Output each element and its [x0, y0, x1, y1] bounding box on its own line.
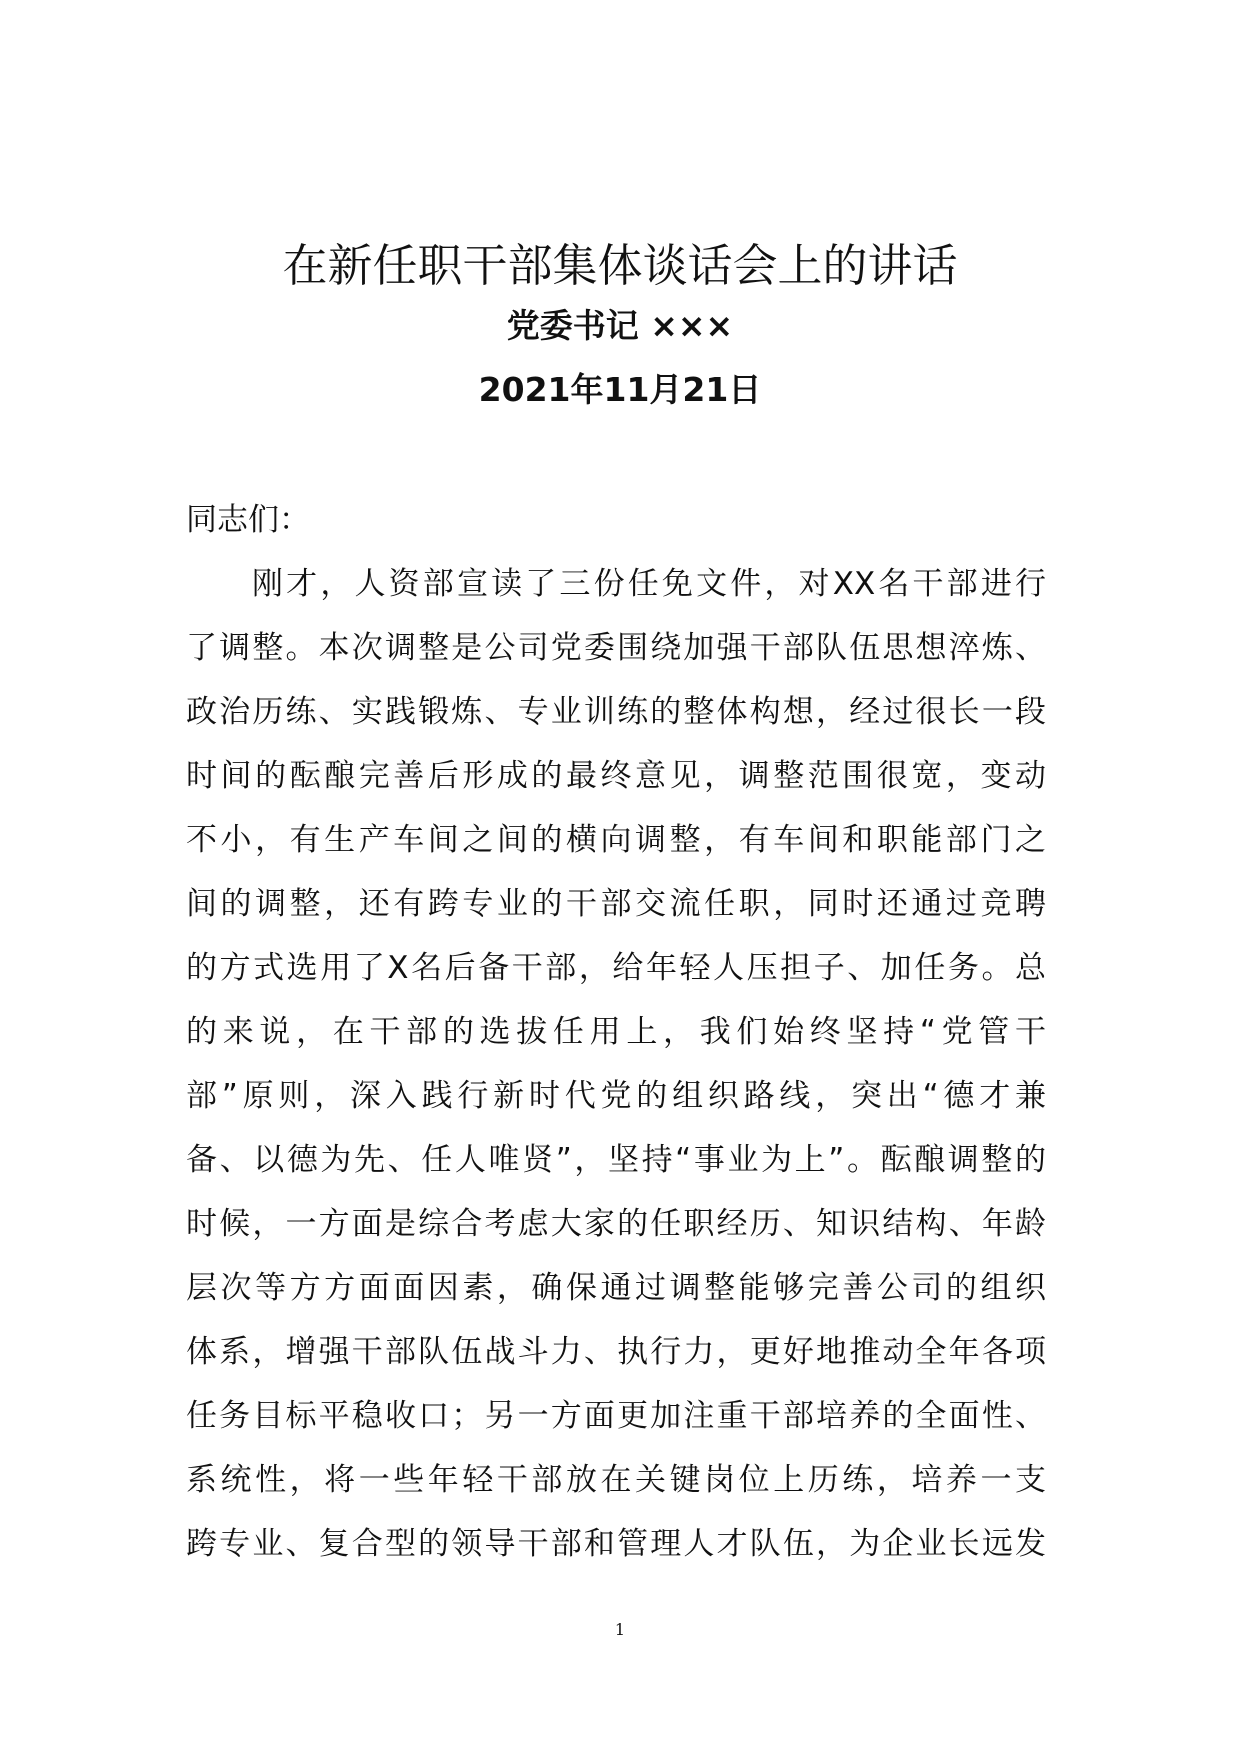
paragraph-line: 了调整。本次调整是公司党委围绕加强干部队伍思想淬炼、 — [186, 630, 1046, 666]
speech-paragraph — [186, 562, 1066, 1586]
paragraph-line: 政治历练、实践锻炼、专业训练的整体构想，经过很长一段 — [186, 694, 1046, 730]
salutation: 同志们： — [186, 502, 310, 538]
author-line: 党委书记 ××× — [506, 306, 734, 345]
paragraph-line: 时候，一方面是综合考虑大家的任职经历、知识结构、年龄 — [186, 1206, 1046, 1242]
paragraph-line: 的方式选用了X名后备干部，给年轻人压担子、加任务。总 — [186, 950, 1046, 986]
paragraph-line: 层次等方方面面因素，确保通过调整能够完善公司的组织 — [186, 1270, 1046, 1306]
paragraph-line: 体系，增强干部队伍战斗力、执行力，更好地推动全年各项 — [186, 1334, 1046, 1370]
document-title: 在新任职干部集体谈话会上的讲话 — [282, 239, 958, 292]
paragraph-line: 间的调整，还有跨专业的干部交流任职，同时还通过竞聘 — [186, 886, 1046, 922]
paragraph-line: 任务目标平稳收口；另一方面更加注重干部培养的全面性、 — [186, 1398, 1046, 1434]
paragraph-line: 时间的酝酿完善后形成的最终意见，调整范围很宽，变动 — [186, 758, 1046, 794]
paragraph-line: 刚才，人资部宣读了三份任免文件，对XX名干部进行 — [252, 566, 1046, 602]
paragraph-line: 备、以德为先、任人唯贤”，坚持“事业为上”。酝酿调整的 — [186, 1142, 1046, 1178]
paragraph-line: 跨专业、复合型的领导干部和管理人才队伍，为企业长远发 — [186, 1526, 1046, 1562]
paragraph-line: 部”原则，深入践行新时代党的组织路线，突出“德才兼 — [186, 1078, 1046, 1114]
page-number: 1 — [614, 1620, 626, 1639]
paragraph-line: 的来说，在干部的选拔任用上，我们始终坚持“党管干 — [186, 1014, 1046, 1050]
paragraph-line: 系统性，将一些年轻干部放在关键岗位上历练，培养一支 — [186, 1462, 1046, 1498]
paragraph-line: 不小，有生产车间之间的横向调整，有车间和职能部门之 — [186, 822, 1046, 858]
date-line: 2021年11月21日 — [478, 370, 762, 409]
